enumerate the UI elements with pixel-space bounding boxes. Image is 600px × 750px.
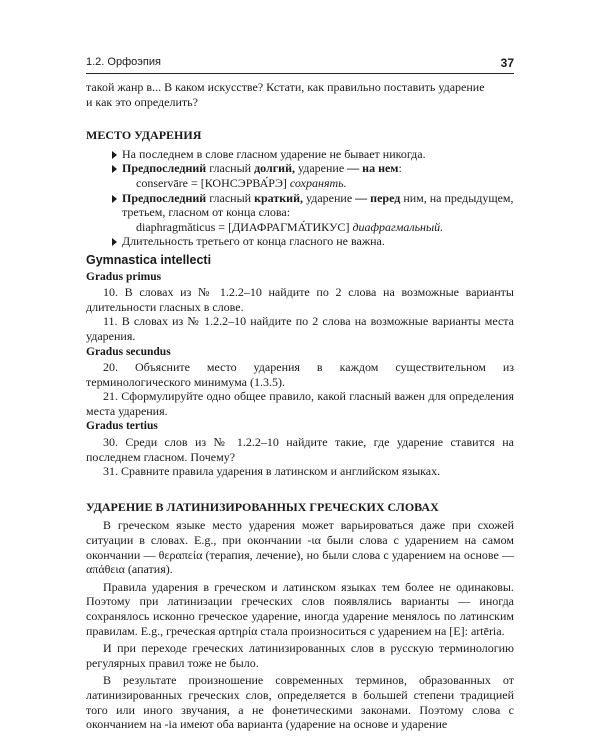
intro-line-2: и как это определить? [86, 94, 198, 109]
rule-text: ним, на предыдущем, [400, 190, 514, 205]
translation-text: диафрагмальный. [349, 219, 444, 234]
paragraph-result: В результате произношение современных терминов, образованных от латинизированных греческих слов, определяется в большей степени традицией того или иного звучания, а не фонетическими законами. Поэтому слова с окончанием на -ia имеют оба варианта (ударение на основе и ударение [86, 673, 514, 732]
triangle-bullet-icon [112, 165, 117, 173]
rule-text: гласный [206, 161, 255, 176]
rule-term: — на нем [347, 161, 399, 176]
page-body [86, 80, 514, 732]
paragraph-greek-variation: В греческом языке место ударения может варьироваться даже при схожей ситуации в словах. E.g., при окончании -ια были слова с ударением на самом окончании — θεραπεία (терапия, лечение), но были слова с ударением на основе — απάθεια (апатия). [86, 518, 514, 577]
exercise-20: 20. Объясните место ударения в каждом существительном из терминологического минимума (1.3.5). [86, 360, 514, 389]
paragraph-russian-terminology: И при переходе греческих латинизированных слов в русскую терминологию регулярных правил тоже не было. [86, 641, 514, 670]
intro-line-1: такой жанр в... В каком искусстве? Кстати, как правильно поставить ударение [86, 80, 485, 94]
gradus-secundus-heading: Gradus secundus [86, 345, 171, 358]
gradus-tertius-heading: Gradus tertius [86, 420, 158, 433]
rule-term: краткий, [254, 190, 303, 205]
section-heading-greek-stress: УДАРЕНИЕ В ЛАТИНИЗИРОВАННЫХ ГРЕЧЕСКИХ СЛОВАХ [86, 499, 439, 514]
paragraph-latinization: Правила ударения в греческом и латинском языках тем более не одинаковы. Поэтому при латинизации греческих слов появлялись варианты — иногда сохранялось исконно греческое ударение, иногда ударение менялось по латинским правилам. E.g., греческая αρτηρία стала произноситься с ударением на [E]: artēria. [86, 579, 514, 638]
rule-term: Предпоследний [122, 161, 207, 176]
exercise-10: 10. В словах из № 1.2.2–10 найдите по 2 слова на возможные варианты длительности гласных в слове. [86, 285, 514, 314]
rule-text: гласный [206, 190, 255, 205]
section-heading-stress-place: МЕСТО УДАРЕНИЯ [86, 128, 202, 143]
exercise-31: 31. Сравните правила ударения в латинском и английском языках. [103, 464, 441, 479]
header-page-number: 37 [500, 56, 514, 70]
translation-text: сохранять. [286, 175, 347, 190]
rule-term: долгий, [254, 161, 295, 176]
exercises-heading: Gymnastica intellecti [86, 252, 212, 267]
rule-bullet-2 [86, 161, 514, 176]
rule-example-line [86, 176, 514, 191]
latin-example: conservāre = [КОНСЭРВА́РЭ] [136, 175, 287, 190]
rule-text: ударение [302, 190, 356, 205]
triangle-bullet-icon [112, 238, 117, 246]
latin-example: diaphragmăticus = [ДИАФРАГМА́ТИКУС] [136, 219, 350, 234]
rule-bullet-4 [86, 234, 514, 249]
exercise-30: 30. Среди слов из № 1.2.2–10 найдите такие, где ударение ставится на последнем гласном. Почему? [86, 435, 514, 464]
rule-term: Предпоследний [122, 190, 207, 205]
running-header [86, 56, 514, 72]
header-rule [86, 73, 514, 74]
rule-example-line [86, 220, 514, 235]
gradus-primus-heading: Gradus primus [86, 270, 162, 283]
triangle-bullet-icon [112, 151, 117, 159]
exercise-11: 11. В словах из № 1.2.2–10 найдите по 2 слова на возможные варианты места ударения. [86, 314, 514, 343]
exercise-21: 21. Сформулируйте одно общее правило, какой гласный важен для определения места ударения. [86, 389, 514, 418]
rule-bullet-1 [86, 147, 514, 162]
triangle-bullet-icon [112, 195, 117, 203]
header-section-title: 1.2. Орфоэпия [86, 56, 161, 68]
rule-bullet-3 [86, 191, 514, 206]
rule-term: — перед [355, 190, 401, 205]
rule-continuation-line: третьем, гласном от конца слова: [122, 205, 291, 220]
rule-text: На последнем в слове гласном ударение не бывает никогда. [122, 146, 426, 161]
rule-text: ударение [294, 161, 348, 176]
rule-text: : [398, 161, 402, 176]
rule-text: Длительность третьего от конца гласного не важна. [122, 234, 385, 249]
